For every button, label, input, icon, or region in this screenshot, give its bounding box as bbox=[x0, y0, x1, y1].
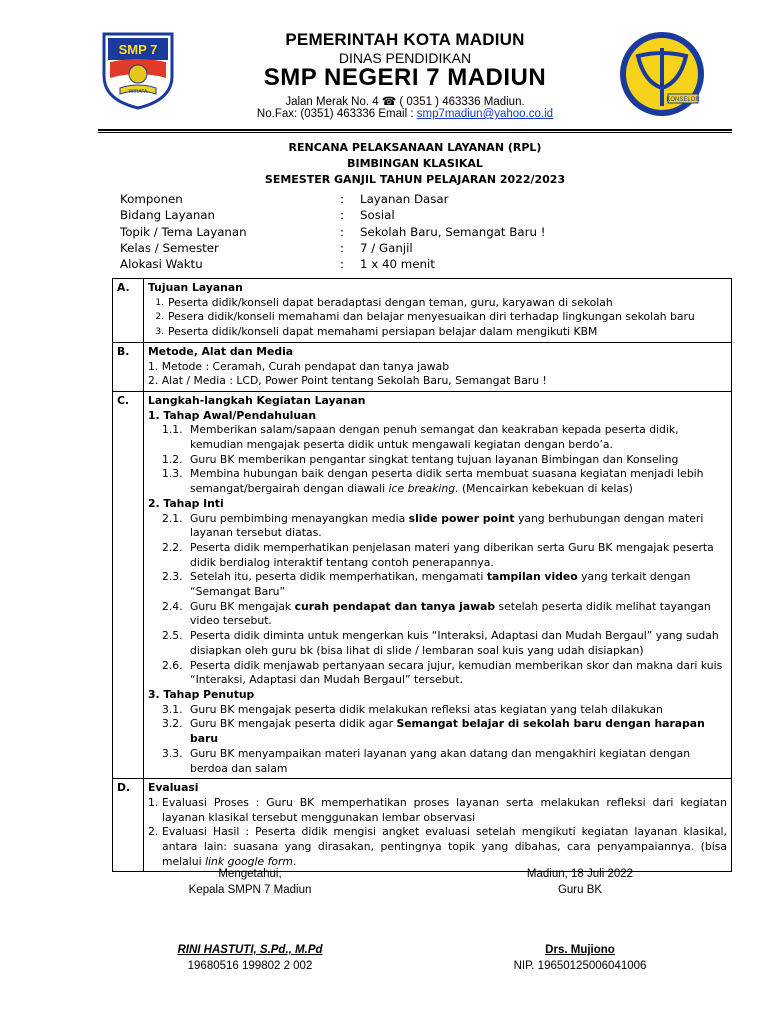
section-letter: A. bbox=[113, 279, 144, 343]
step-number: 3.3. bbox=[162, 746, 183, 760]
info-colon: : bbox=[340, 257, 344, 272]
info-key: Alokasi Waktu bbox=[120, 257, 203, 272]
section-title: Evaluasi bbox=[148, 781, 199, 795]
bold-text: slide power point bbox=[408, 511, 515, 525]
evaluation-number: 2. bbox=[148, 825, 159, 839]
letterhead-school-name: SMP NEGERI 7 MADIUN bbox=[263, 64, 547, 91]
step-text bbox=[190, 600, 727, 629]
step-text: Peserta didik diminta untuk mengerkan kuis “Interaksi, Adaptasi dan Mudah Bergaul” yang sudah disiapkan oleh guru bk (bisa lihat di slide / lembaran soal kuis yang udah disiapkan) bbox=[190, 629, 719, 657]
text-run: . bbox=[292, 854, 297, 868]
list-item: 1. Peserta didik/konseli dapat beradaptasi dengan teman, guru, karyawan di sekolah bbox=[155, 295, 613, 309]
media-text: 2. Alat / Media : LCD, Power Point tentang Sekolah Baru, Semangat Baru ! bbox=[148, 374, 547, 388]
step-item bbox=[148, 512, 727, 541]
step-item bbox=[148, 600, 727, 629]
step-text: Memberikan salam/sapaan dengan penuh semangat dan keakraban kepada peserta didik, kemudian mengajak peserta didik untuk mengawali kegiatan dengan berdo’a. bbox=[190, 423, 679, 452]
section-row-b bbox=[113, 342, 732, 391]
text-run: Setelah itu, peserta didik memperhatikan, mengamati bbox=[190, 570, 487, 584]
text-run: Evaluasi Hasil : Peserta didik mengisi angket evaluasi setelah mengikuti kegiatan layanan klasikal, antara lain: suasana yang dirasakan, pentingnya topik yang dibahas, cara penyampaiannya. (bisa melalui bbox=[162, 825, 727, 868]
email-link[interactable]: smp7madiun@yahoo.co.id bbox=[416, 108, 554, 120]
step-text: Peserta didik menjawab pertanyaan secara jujur, kemudian memberikan skor dan makna dari kuis “Interaksi, Adaptasi dan Mudah Bergaul” tersebut. bbox=[190, 658, 723, 687]
goal-text: Peserta didik/konseli dapat memahami persiapan belajar dalam mengikuti KBM bbox=[168, 325, 598, 339]
step-number: 2.1. bbox=[162, 511, 183, 525]
text-run: yang terkait dengan “Semangat Baru” bbox=[190, 570, 691, 599]
info-row bbox=[120, 225, 720, 241]
text-run: (Mencairkan kebekuan di kelas) bbox=[458, 482, 633, 496]
info-colon: : bbox=[340, 224, 344, 239]
step-number: 3.2. bbox=[162, 717, 183, 731]
section-title: Metode, Alat dan Media bbox=[148, 344, 294, 358]
letterhead-rule-thin bbox=[98, 132, 732, 133]
goal-text: Peserta didik/konseli dapat beradaptasi dengan teman, guru, karyawan di sekolah bbox=[168, 295, 613, 309]
info-value: Layanan Dasar bbox=[360, 192, 449, 206]
list-item: 3. Peserta didik/konseli dapat memahami persiapan belajar dalam mengikuti KBM bbox=[155, 325, 598, 339]
info-key: Topik / Tema Layanan bbox=[120, 224, 247, 239]
info-key: Komponen bbox=[120, 192, 183, 206]
fax-text: No.Fax: (0351) 463336 Email : bbox=[256, 108, 417, 120]
section-title: Tujuan Layanan bbox=[148, 281, 243, 294]
text-run: setelah peserta didik melihat tayangan video tersebut. bbox=[190, 599, 711, 628]
step-item bbox=[148, 467, 727, 496]
step-text bbox=[190, 512, 727, 541]
sig-left-position: Kepala SMPN 7 Madiun bbox=[188, 884, 312, 896]
section-content bbox=[144, 391, 732, 778]
evaluation-text bbox=[162, 825, 727, 869]
info-row bbox=[120, 241, 720, 257]
info-row bbox=[120, 208, 720, 224]
step-number: 2.6. bbox=[162, 658, 183, 672]
goal-list bbox=[148, 296, 727, 340]
info-block bbox=[120, 192, 720, 273]
step-item bbox=[148, 570, 727, 599]
step-item bbox=[148, 717, 727, 746]
goal-text: Pesera didik/konseli memahami dan belajar menyesuaikan diri terhadap lingkungan sekolah baru bbox=[168, 310, 695, 324]
sig-left-name: RINI HASTUTI, S.Pd., M.Pd bbox=[177, 944, 323, 956]
section-content bbox=[144, 779, 732, 872]
school-logo-text: SMP 7 bbox=[118, 42, 158, 57]
info-key: Kelas / Semester bbox=[120, 240, 219, 255]
step-number: 1.3. bbox=[162, 467, 183, 481]
info-row bbox=[120, 192, 720, 208]
info-value: Sosial bbox=[360, 208, 395, 223]
section-letter: D. bbox=[113, 779, 144, 872]
text-run: Membina hubungan baik dengan peserta didik serta membuat suasana kegiatan menjadi lebih semangat/bergairah dengan diawali bbox=[190, 467, 704, 496]
list-item: 2. Pesera didik/konseli memahami dan belajar menyesuaikan diri terhadap lingkungan sekolah baru bbox=[155, 310, 695, 324]
info-key: Bidang Layanan bbox=[120, 208, 215, 223]
step-number: 2.4. bbox=[162, 599, 183, 613]
section-title: Langkah-langkah Kegiatan Layanan bbox=[148, 393, 366, 407]
step-text bbox=[190, 467, 727, 496]
section-row-c bbox=[113, 391, 732, 778]
bold-text: Semangat belajar di sekolah baru dengan harapan baru bbox=[190, 717, 705, 746]
phase-heading: 2. Tahap Inti bbox=[148, 496, 224, 510]
step-text bbox=[190, 570, 727, 599]
evaluation-item bbox=[148, 825, 727, 869]
letterhead-department: DINAS PENDIDIKAN bbox=[338, 50, 472, 66]
letterhead-rule bbox=[98, 129, 732, 131]
step-number: 2.3. bbox=[162, 570, 183, 584]
doc-title-2: BIMBINGAN KLASIKAL bbox=[347, 157, 483, 170]
text-run: yang berhubungan dengan materi layanan tersebut diatas. bbox=[190, 511, 704, 540]
sig-left-acknowledge: Mengetahui, bbox=[218, 868, 282, 880]
step-item bbox=[148, 453, 727, 468]
phase-heading: 3. Tahap Penutup bbox=[148, 687, 255, 701]
step-text: Guru BK menyampaikan materi layanan yang akan datang dan mengakhiri kegiatan dengan berdoa dan salam bbox=[190, 746, 691, 775]
counselor-logo-text: KONSELOR bbox=[666, 97, 700, 103]
info-value: Sekolah Baru, Semangat Baru ! bbox=[360, 224, 546, 239]
phase-heading: 1. Tahap Awal/Pendahuluan bbox=[148, 408, 317, 422]
school-logo-motto: WIRATA bbox=[128, 89, 148, 95]
school-logo bbox=[98, 30, 178, 110]
evaluation-text: Evaluasi Proses : Guru BK memperhatikan proses layanan serta melakukan refleksi dari kegiatan layanan klasikal tersebut menggunakan lembar observasi bbox=[162, 795, 727, 824]
step-item bbox=[148, 629, 727, 658]
method-text: 1. Metode : Ceramah, Curah pendapat dan tanya jawab bbox=[148, 359, 450, 373]
text-run: Guru BK mengajak bbox=[190, 599, 295, 613]
evaluation-number: 1. bbox=[148, 795, 159, 809]
sig-right-position: Guru BK bbox=[557, 884, 603, 896]
counselor-logo bbox=[618, 30, 706, 118]
emphasis-text: ice breaking. bbox=[388, 482, 459, 496]
sig-right-id: NIP. 19650125006041006 bbox=[513, 960, 647, 972]
section-content bbox=[144, 342, 732, 391]
step-item bbox=[148, 747, 727, 776]
info-row bbox=[120, 257, 720, 273]
text-run: Guru pembimbing menayangkan media bbox=[190, 511, 409, 525]
step-item bbox=[148, 541, 727, 570]
step-item bbox=[148, 659, 727, 688]
info-colon: : bbox=[340, 208, 344, 223]
step-number: 1.1. bbox=[162, 423, 183, 437]
doc-title-3: SEMESTER GANJIL TAHUN PELAJARAN 2022/2023 bbox=[264, 173, 566, 186]
step-number: 1.2. bbox=[162, 452, 183, 466]
info-colon: : bbox=[340, 192, 344, 206]
info-colon: : bbox=[340, 240, 344, 255]
step-number: 2.5. bbox=[162, 629, 183, 643]
sig-right-date: Madiun, 18 Juli 2022 bbox=[526, 868, 634, 880]
bold-text: tampilan video bbox=[486, 570, 578, 584]
info-value: 1 x 40 menit bbox=[360, 257, 435, 272]
letterhead-government: PEMERINTAH KOTA MADIUN bbox=[285, 30, 525, 49]
bold-text: curah pendapat dan tanya jawab bbox=[294, 599, 496, 613]
step-number: 3.1. bbox=[162, 702, 183, 716]
emphasis-text: link google form bbox=[205, 854, 293, 868]
doc-title-1: RENCANA PELAKSANAAN LAYANAN (RPL) bbox=[288, 141, 542, 154]
section-row-a bbox=[113, 279, 732, 343]
rpl-table bbox=[112, 278, 732, 872]
letterhead-contact bbox=[200, 108, 610, 120]
section-letter: C. bbox=[113, 391, 144, 778]
step-item bbox=[148, 703, 727, 718]
section-letter: B. bbox=[113, 342, 144, 391]
step-text: Guru BK memberikan pengantar singkat tentang tujuan layanan Bimbingan dan Konseling bbox=[190, 452, 679, 466]
step-text bbox=[190, 717, 727, 746]
step-text: Peserta didik memperhatikan penjelasan materi yang diberikan serta Guru BK mengajak peserta didik berdialog interaktif tentang contoh penerapannya. bbox=[190, 540, 714, 569]
letterhead-address: Jalan Merak No. 4 ☎ ( 0351 ) 463336 Madiun. bbox=[285, 96, 525, 108]
sig-left-id: 19680516 199802 2 002 bbox=[187, 960, 313, 972]
step-text: Guru BK mengajak peserta didik melakukan refleksi atas kegiatan yang telah dilakukan bbox=[190, 702, 663, 716]
sig-right-name: Drs. Mujiono bbox=[545, 944, 615, 956]
section-content bbox=[144, 279, 732, 343]
section-row-d bbox=[113, 779, 732, 872]
info-value: 7 / Ganjil bbox=[360, 240, 413, 255]
text-run: Guru BK mengajak peserta didik agar bbox=[190, 717, 397, 731]
step-item bbox=[148, 423, 727, 452]
evaluation-item bbox=[148, 796, 727, 825]
step-number: 2.2. bbox=[162, 540, 183, 554]
